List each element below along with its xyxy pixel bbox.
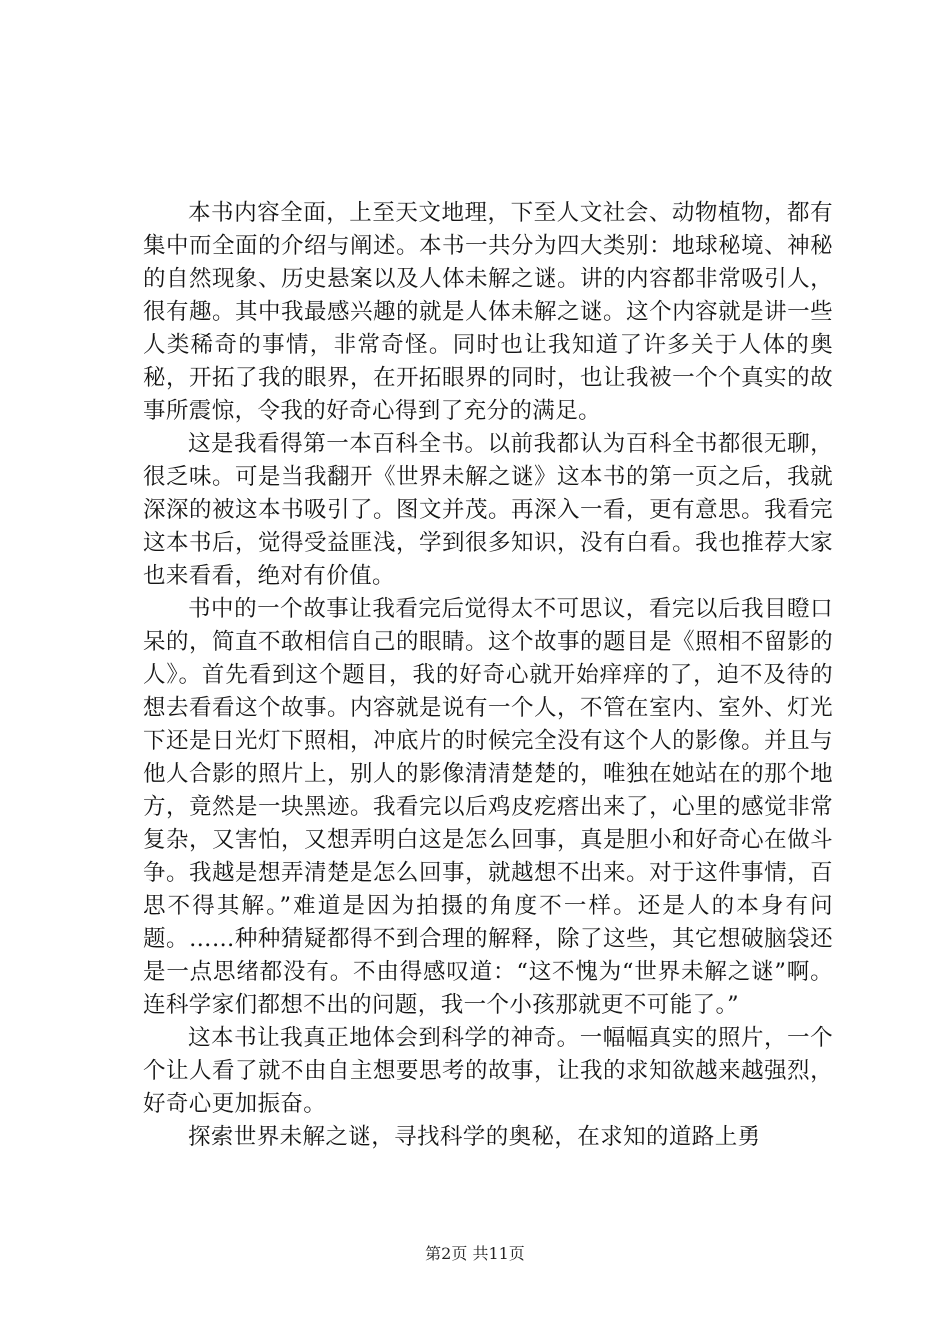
document-body bbox=[143, 197, 833, 1154]
paragraph-1: 本书内容全面，上至天文地理，下至人文社会、动物植物，都有集中而全面的介绍与阐述。本书一共分为四大类别：地球秘境、神秘的自然现象、历史悬案以及人体未解之谜。讲的内容都非常吸引人，很有趣。其中我最感兴趣的就是人体未解之谜。这个内容就是讲一些人类稀奇的事情，非常奇怪。同时也让我知道了许多关于人体的奥秘，开拓了我的眼界，在开拓眼界的同时，也让我被一个个真实的故事所震惊，令我的好奇心得到了充分的满足。 bbox=[143, 200, 833, 424]
paragraph-4: 这本书让我真正地体会到科学的神奇。一幅幅真实的照片，一个个让人看了就不由自主想要思考的故事，让我的求知欲越来越强烈，好奇心更加振奋。 bbox=[143, 1025, 833, 1117]
page-footer bbox=[0, 1244, 950, 1264]
paragraph-5: 探索世界未解之谜，寻找科学的奥秘，在求知的道路上勇 bbox=[188, 1124, 761, 1150]
paragraph-3: 书中的一个故事让我看完后觉得太不可思议，看完以后我目瞪口呆的，简直不敢相信自己的眼睛。这个故事的题目是《照相不留影的人》。首先看到这个题目，我的好奇心就开始痒痒的了，迫不及待的想去看看这个故事。内容就是说有一个人，不管在室内、室外、灯光下还是日光灯下照相，冲底片的时候完全没有这个人的影像。并且与他人合影的照片上，别人的影像清清楚楚的，唯独在她站在的那个地方，竟然是一块黑迹。我看完以后鸡皮疙瘩出来了，心里的感觉非常复杂，又害怕，又想弄明白这是怎么回事，真是胆小和好奇心在做斗争。我越是想弄清楚是怎么回事，就越想不出来。对于这件事情，百思不得其解。”难道是因为拍摄的角度不一样。还是人的本身有问题。……种种猜疑都得不到合理的解释，除了这些，其它想破脑袋还是一点思绪都没有。不由得感叹道：“这不愧为“世界未解之谜”啊。连科学家们都想不出的问题，我一个小孩那就更不可能了。” bbox=[143, 596, 833, 1018]
paragraph-2: 这是我看得第一本百科全书。以前我都认为百科全书都很无聊，很乏味。可是当我翻开《世界未解之谜》这本书的第一页之后，我就深深的被这本书吸引了。图文并茂。再深入一看，更有意思。我看完这本书后，觉得受益匪浅，学到很多知识，没有白看。我也推荐大家也来看看，绝对有价值。 bbox=[143, 431, 833, 589]
page-number: 第2页 共11页 bbox=[425, 1244, 525, 1263]
